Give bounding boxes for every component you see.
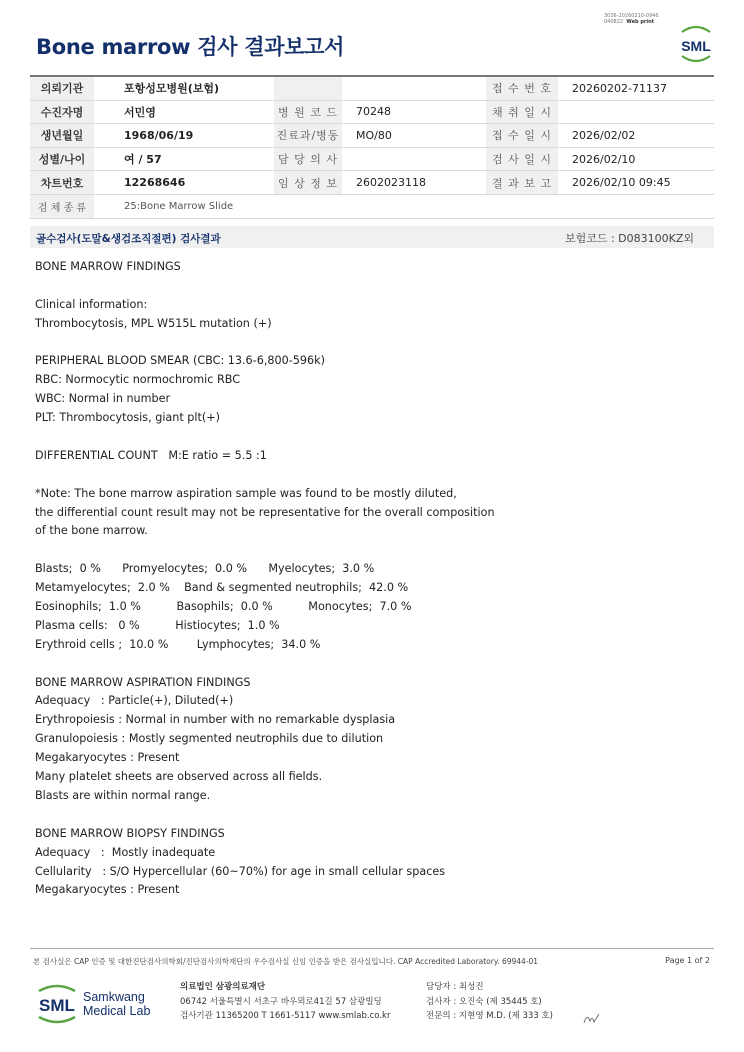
report-body xyxy=(35,258,705,900)
report-line: Plasma cells: 0 % Histiocytes; 1.0 % xyxy=(35,618,280,632)
report-line: Megakaryocytes : Present xyxy=(35,883,180,897)
report-line: PERIPHERAL BLOOD SMEAR (CBC: 13.6-6,800-596k) xyxy=(35,354,325,368)
report-line: Many platelet sheets are observed across all fields. xyxy=(35,770,323,784)
info-value xyxy=(342,147,486,171)
org-contact: 검사기관 11365200 T 1661-5117 www.smlab.co.kr xyxy=(180,1011,391,1021)
staff-in-charge: 담당자 : 최성진 xyxy=(426,982,484,992)
staff-tester: 검사자 : 오진숙 (제 35445 호) xyxy=(426,996,542,1007)
info-value: MO/80 xyxy=(342,124,486,148)
organization-info xyxy=(180,980,390,1024)
report-line: Adequacy : Mostly inadequate xyxy=(35,845,216,859)
report-line: PLT: Thrombocytosis, giant plt(+) xyxy=(35,411,221,425)
report-line xyxy=(35,334,705,353)
report-line: the differential count result may not be representative for the overall composition xyxy=(35,505,495,519)
info-label: 의뢰기관 xyxy=(30,76,94,100)
info-label: 진료과/병동 xyxy=(274,124,342,148)
report-line: Clinical information: xyxy=(35,297,148,311)
info-label: 담 당 의 사 xyxy=(274,147,342,171)
info-label: 접 수 번 호 xyxy=(486,76,558,100)
svg-text:SML: SML xyxy=(681,38,711,54)
report-line xyxy=(35,428,705,447)
info-label: 임 상 정 보 xyxy=(274,171,342,195)
report-line xyxy=(35,541,705,560)
report-line: Cellularity : S/O Hypercellular (60~70%) for age in small cellular spaces xyxy=(35,864,446,878)
org-address: 06742 서울특별시 서초구 바우뫼로41길 57 삼광빌딩 xyxy=(180,996,382,1007)
svg-text:Samkwang: Samkwang xyxy=(83,990,145,1004)
footer-divider xyxy=(30,948,714,949)
info-value: 1968/06/19 xyxy=(94,124,274,148)
report-line: Adequacy : Particle(+), Diluted(+) xyxy=(35,694,234,708)
info-value: 12268646 xyxy=(94,171,274,195)
report-line xyxy=(35,806,705,825)
report-title: Bone marrow 검사 결과보고서 xyxy=(36,35,345,59)
info-label: 성별/나이 xyxy=(30,147,94,171)
print-code-line2: 040822 Web print xyxy=(604,19,655,25)
samkwang-logo xyxy=(37,981,195,1025)
staff-specialist: 전문의 : 지현영 M.D. (제 333 호) xyxy=(426,1011,553,1021)
report-line: WBC: Normal in number xyxy=(35,392,171,406)
report-line xyxy=(35,655,705,674)
info-label: 생년월일 xyxy=(30,124,94,148)
info-value: 2026/02/02 xyxy=(558,124,714,148)
report-line: BONE MARROW BIOPSY FINDINGS xyxy=(35,826,225,840)
info-label: 접 수 일 시 xyxy=(486,124,558,148)
section-title: 골수검사(도말&생검조직절편) 검사결과 xyxy=(36,233,221,245)
info-value: 70248 xyxy=(342,100,486,124)
report-line: DIFFERENTIAL COUNT M:E ratio = 5.5 :1 xyxy=(35,448,267,462)
info-value: 포항성모병원(보험) xyxy=(94,76,274,100)
report-line: Blasts are within normal range. xyxy=(35,788,211,802)
report-line: Erythroid cells ; 10.0 % Lymphocytes; 34.0 % xyxy=(35,637,321,651)
info-label: 수진자명 xyxy=(30,100,94,124)
info-label: 병 원 코 드 xyxy=(274,100,342,124)
report-line: Eosinophils; 1.0 % Basophils; 0.0 % Monocytes; 7.0 % xyxy=(35,600,412,614)
info-value: 서민영 xyxy=(94,100,274,124)
staff-info xyxy=(426,980,553,1024)
report-line: Thrombocytosis, MPL W515L mutation (+) xyxy=(35,316,272,330)
report-line: BONE MARROW ASPIRATION FINDINGS xyxy=(35,675,251,689)
signature xyxy=(583,1010,601,1024)
info-value: 2602023118 xyxy=(342,171,486,195)
specimen-label: 검 체 종 류 xyxy=(30,194,94,218)
info-row xyxy=(30,147,714,171)
info-label: 차트번호 xyxy=(30,171,94,195)
info-value: 20260202-71137 xyxy=(558,76,714,100)
certification-text: 본 검사실은 CAP 인증 및 대한진단검사의학회/진단검사의학재단의 우수검사실 신임 인증을 받은 검사실입니다. CAP Accredited Laboratory. 69944-01 xyxy=(33,957,539,966)
report-line: RBC: Normocytic normochromic RBC xyxy=(35,373,241,387)
result-section-header xyxy=(30,226,714,248)
print-code xyxy=(604,13,659,25)
report-line: Blasts; 0 % Promyelocytes; 0.0 % Myelocytes; 3.0 % xyxy=(35,562,375,576)
info-value xyxy=(342,76,486,100)
info-label: 결 과 보 고 xyxy=(486,171,558,195)
report-line xyxy=(35,466,705,485)
report-line: Erythropoiesis : Normal in number with no remarkable dysplasia xyxy=(35,713,396,727)
print-code-line1: 3036-20260210-0946 xyxy=(604,13,659,19)
report-line: Metamyelocytes; 2.0 % Band & segmented neutrophils; 42.0 % xyxy=(35,581,409,595)
report-line: *Note: The bone marrow aspiration sample was found to be mostly diluted, xyxy=(35,486,457,500)
svg-text:SML: SML xyxy=(39,996,75,1015)
info-label: 채 취 일 시 xyxy=(486,100,558,124)
info-value: 2026/02/10 09:45 xyxy=(558,171,714,195)
report-line: Megakaryocytes : Present xyxy=(35,751,180,765)
insurance-code: 보험코드 : D083100KZ외 xyxy=(564,232,694,245)
info-value: 2026/02/10 xyxy=(558,147,714,171)
sml-logo xyxy=(676,24,716,64)
info-label xyxy=(274,76,342,100)
page-indicator: Page 1 of 2 xyxy=(665,956,710,965)
info-row xyxy=(30,100,714,124)
info-value: 여 / 57 xyxy=(94,147,274,171)
info-label: 검 사 일 시 xyxy=(486,147,558,171)
svg-text:Medical Lab: Medical Lab xyxy=(83,1004,151,1018)
report-line: Granulopoiesis : Mostly segmented neutrophils due to dilution xyxy=(35,732,384,746)
patient-info-table xyxy=(30,75,714,219)
info-row xyxy=(30,124,714,148)
info-row xyxy=(30,76,714,100)
org-name: 의료법인 삼광의료재단 xyxy=(180,982,266,992)
report-line: of the bone marrow. xyxy=(35,524,148,538)
specimen-value: 25:Bone Marrow Slide xyxy=(94,194,714,218)
specimen-row xyxy=(30,194,714,218)
info-row xyxy=(30,171,714,195)
info-value xyxy=(558,100,714,124)
report-line: BONE MARROW FINDINGS xyxy=(35,260,181,273)
report-line xyxy=(35,277,705,296)
